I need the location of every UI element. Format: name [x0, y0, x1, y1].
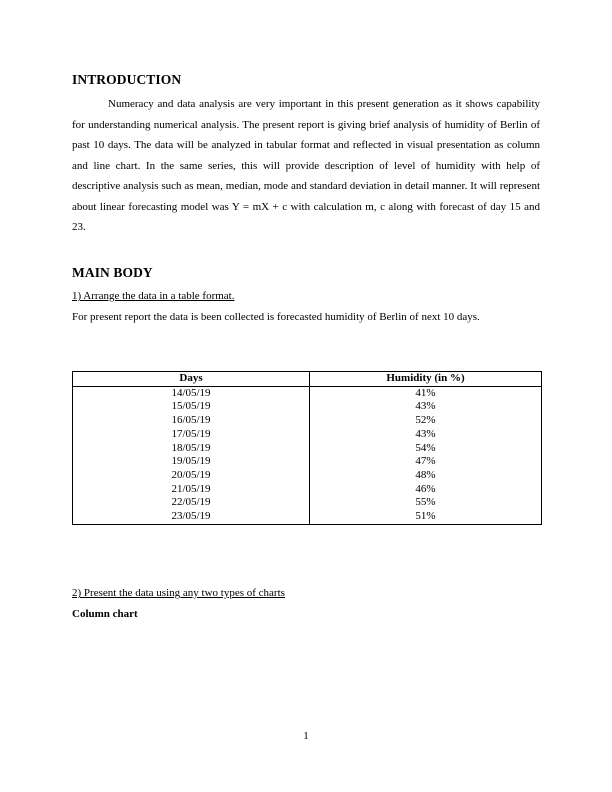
- table-cell-day: 20/05/19: [73, 469, 310, 483]
- introduction-heading: INTRODUCTION: [72, 72, 182, 87]
- table-row: [73, 483, 542, 497]
- table-row: [73, 442, 542, 456]
- table-row: [73, 386, 542, 400]
- question-1-heading: 1) Arrange the data in a table format.: [72, 290, 235, 302]
- table-cell-humidity: 43%: [310, 428, 542, 442]
- table-cell-humidity: 48%: [310, 469, 542, 483]
- humidity-table: [72, 371, 542, 525]
- table-cell-day: 17/05/19: [73, 428, 310, 442]
- table-cell-humidity: 51%: [310, 510, 542, 524]
- table-cell-day: 23/05/19: [73, 510, 310, 524]
- table-row: [73, 469, 542, 483]
- table-cell-humidity: 41%: [310, 386, 542, 400]
- table-cell-humidity: 47%: [310, 455, 542, 469]
- table-row: [73, 496, 542, 510]
- table-row: [73, 455, 542, 469]
- table-cell-day: 15/05/19: [73, 400, 310, 414]
- table-cell-humidity: 54%: [310, 442, 542, 456]
- table-header-row: [73, 372, 542, 387]
- introduction-paragraph: Numeracy and data analysis are very important in this present generation as it shows capability for understanding numerical analysis. The present report is giving brief analysis of humidity of Berlin of past 10 days. The data will be analyzed in tabular format and reflected in visual presentation as column and line chart. In the same series, this will provide description of level of humidity with help of descriptive analysis such as mean, median, mode and standard deviation in detail manner. It will represent about linear forecasting model was Y = mX + c with calculation m, c along with forecast of day 15 and 23.: [72, 98, 540, 233]
- page-number: 1: [303, 730, 309, 742]
- question-2-heading: 2) Present the data using any two types of charts: [72, 587, 285, 599]
- table-cell-day: 21/05/19: [73, 483, 310, 497]
- table-cell-day: 14/05/19: [73, 386, 310, 400]
- table-cell-humidity: 46%: [310, 483, 542, 497]
- table-row: [73, 510, 542, 524]
- table-cell-day: 19/05/19: [73, 455, 310, 469]
- table-cell-day: 16/05/19: [73, 414, 310, 428]
- table-cell-humidity: 55%: [310, 496, 542, 510]
- table-cell-humidity: 43%: [310, 400, 542, 414]
- table-row: [73, 414, 542, 428]
- table-cell-day: 18/05/19: [73, 442, 310, 456]
- table-header-days: Days: [73, 372, 310, 387]
- question-1-description: For present report the data is been collected is forecasted humidity of Berlin of next 10 days.: [72, 311, 480, 323]
- table-cell-day: 22/05/19: [73, 496, 310, 510]
- table-cell-humidity: 52%: [310, 414, 542, 428]
- table-row: [73, 400, 542, 414]
- table-row: [73, 428, 542, 442]
- column-chart-title: Column chart: [72, 608, 138, 620]
- table-header-humidity: Humidity (in %): [310, 372, 542, 387]
- main-body-heading: MAIN BODY: [72, 265, 153, 280]
